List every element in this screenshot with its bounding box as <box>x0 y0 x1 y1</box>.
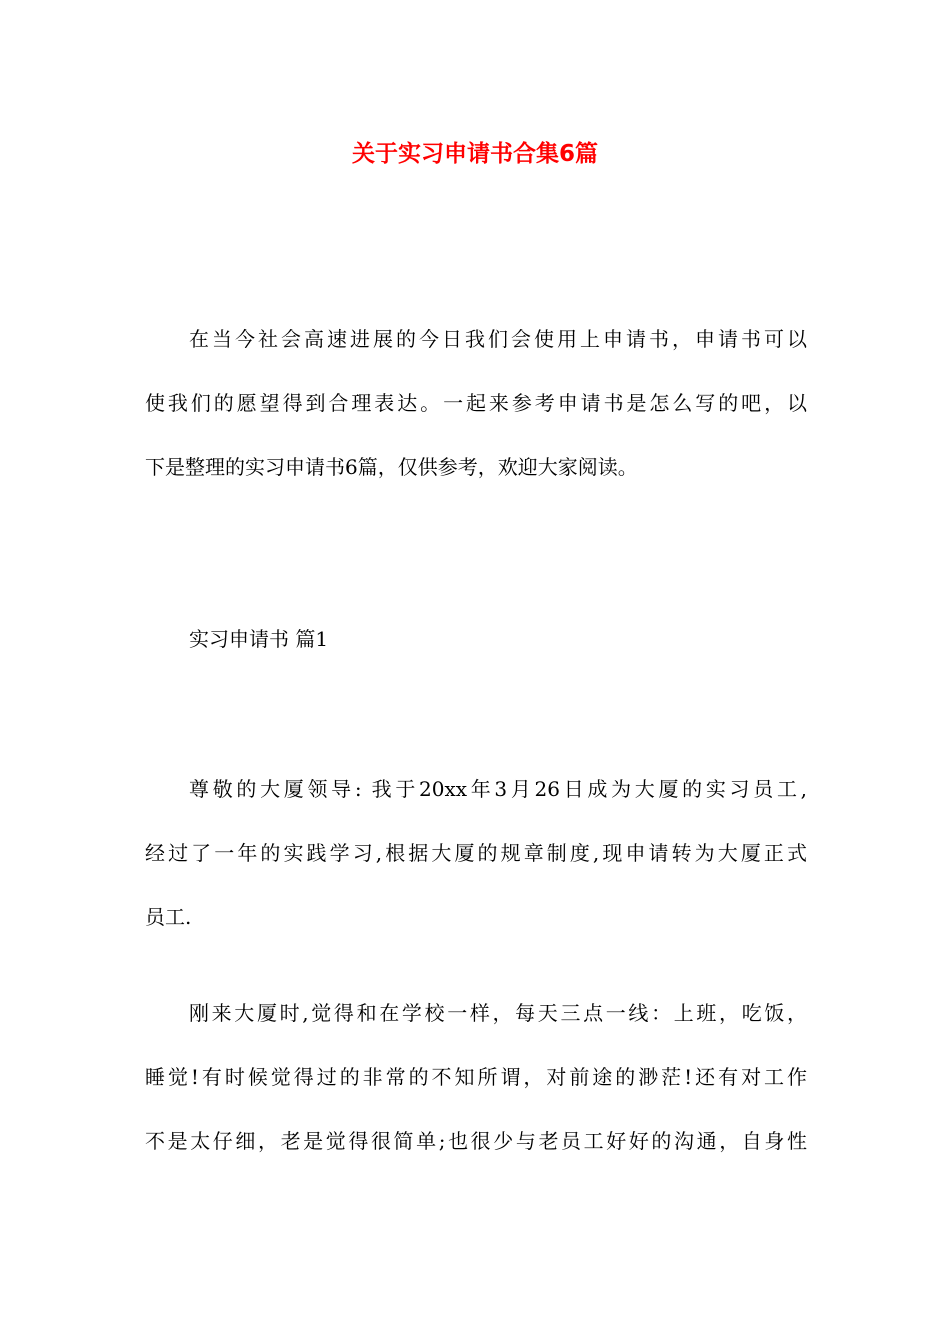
intro-line-3: 下是整理的实习申请书6篇，仅供参考，欢迎大家阅读。 <box>145 455 638 479</box>
para1-line-3: 员工. <box>145 905 192 929</box>
para2-line-2: 睡觉!有时候觉得过的非常的不知所谓，对前途的渺茫!还有对工作 <box>145 1065 807 1089</box>
intro-line-1: 在当今社会高速进展的今日我们会使用上申请书，申请书可以 <box>189 327 807 351</box>
section-heading: 实习申请书 篇1 <box>189 627 329 651</box>
para2-line-1: 刚来大厦时,觉得和在学校一样，每天三点一线：上班，吃饭， <box>189 1001 807 1025</box>
para1-line-2: 经过了一年的实践学习,根据大厦的规章制度,现申请转为大厦正式 <box>145 841 807 865</box>
para1-line-1: 尊敬的大厦领导: 我于20xx年3月26日成为大厦的实习员工, <box>189 777 807 801</box>
paragraph-1 <box>145 757 807 949</box>
intro-paragraph <box>145 307 807 499</box>
paragraph-2 <box>145 981 807 1173</box>
section-heading-block <box>145 607 807 671</box>
para2-line-3: 不是太仔细，老是觉得很简单;也很少与老员工好好的沟通，自身性 <box>145 1129 807 1153</box>
document-title: 关于实习申请书合集6篇 <box>351 141 598 167</box>
intro-line-2: 使我们的愿望得到合理表达。一起来参考申请书是怎么写的吧，以 <box>145 391 807 415</box>
